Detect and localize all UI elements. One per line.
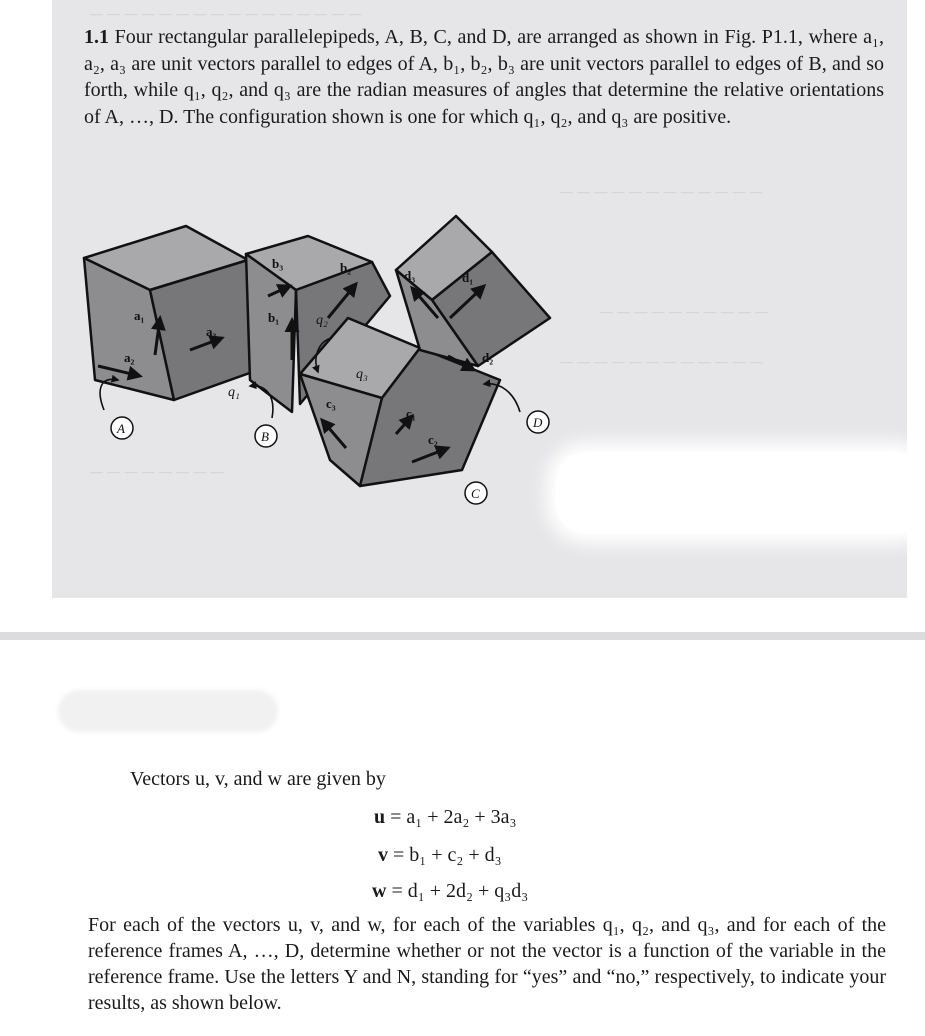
equation-w-rhs: d₁ + 2d₂ + q₃d₃ xyxy=(407,880,529,902)
equation-u-rhs: a₁ + 2a₂ + 3a₃ xyxy=(406,806,517,828)
bleed-through-text: ─ ─ ─ ─ ─ ─ ─ ─ ─ ─ ─ ─ xyxy=(560,182,763,202)
body-label-c xyxy=(465,482,487,504)
body-c-text: C xyxy=(471,486,480,501)
body-d-text: D xyxy=(533,415,543,430)
label-a3: a₃ xyxy=(206,324,217,339)
label-a1: a₁ xyxy=(134,308,145,323)
page-divider xyxy=(0,632,925,640)
bleed-through-text: ─ ─ ─ ─ ─ ─ ─ ─ ─ ─ ─ ─ ─ ─ ─ ─ xyxy=(90,4,362,24)
equation-v-rhs: b₁ + c₂ + d₃ xyxy=(409,844,502,866)
label-b2: b₂ xyxy=(340,260,352,275)
vectors-intro: Vectors u, v, and w are given by xyxy=(130,768,386,790)
label-b3: b₃ xyxy=(272,256,284,271)
label-a2: a₂ xyxy=(124,350,135,365)
body-a-text: A xyxy=(117,421,125,436)
instructions-paragraph: For each of the vectors u, v, and w, for each of the variables q₁, q₂, and q₃, and for each of the reference frames A, …, D, determine whether or not the vector is a function of the variable in the reference frame. Use the letters Y and N, standing for “yes” and “no,” respectively, to indicate your results, as shown below. xyxy=(88,914,886,1014)
bleed-through-text: ─ ─ ─ ─ ─ ─ ─ ─ ─ ─ xyxy=(600,302,769,322)
equation-u: u = a₁ + 2a₂ + 3a₃ xyxy=(374,806,517,828)
label-b1: b₁ xyxy=(268,310,280,325)
label-c2: c₂ xyxy=(428,432,438,447)
label-c3: c₃ xyxy=(326,396,336,411)
label-d2: d₂ xyxy=(482,350,494,365)
body-a xyxy=(84,226,258,400)
body-d xyxy=(396,216,550,366)
label-d3: d₃ xyxy=(404,268,416,283)
equation-w-lhs: w xyxy=(372,880,387,902)
equation-v: v = b₁ + c₂ + d₃ xyxy=(378,844,502,866)
smudge-mark xyxy=(58,690,278,732)
body-label-a xyxy=(111,417,133,439)
bleed-through-text: ─ ─ ─ ─ ─ ─ ─ ─ ─ ─ ─ ─ xyxy=(560,352,763,372)
equation-u-lhs: u xyxy=(374,806,386,828)
problem-number: 1.1 xyxy=(84,26,109,48)
label-c1: c₁ xyxy=(406,406,416,421)
body-b-text: B xyxy=(261,429,269,444)
label-q1: q₁ xyxy=(228,385,240,400)
equation-w: w = d₁ + 2d₂ + q₃d₃ xyxy=(372,880,529,902)
problem-sentence: Four rectangular parallelepipeds, A, B, C, and D, are arranged as shown in Fig. P1.1, where a₁, a₂, a₃ are unit vectors parallel to edges of A, b₁, b₂, b₃ are unit vectors parallel to edges of B, and so forth, while q₁, q₂, and q₃ are the radian measures of angles that determine the relative orientations of A, …, D. The configuration shown is one for which q₁, q₂, and q₃ are positive. xyxy=(84,26,884,128)
body-label-b xyxy=(255,425,277,447)
label-q3: q₃ xyxy=(356,367,368,382)
bleed-through-text: ─ ─ ─ ─ ─ ─ ─ ─ xyxy=(90,462,224,482)
label-q2: q₂ xyxy=(316,313,328,328)
equation-v-lhs: v xyxy=(378,844,388,866)
redaction-patch xyxy=(556,452,925,534)
body-label-d xyxy=(527,411,549,433)
label-d1: d₁ xyxy=(462,270,474,285)
